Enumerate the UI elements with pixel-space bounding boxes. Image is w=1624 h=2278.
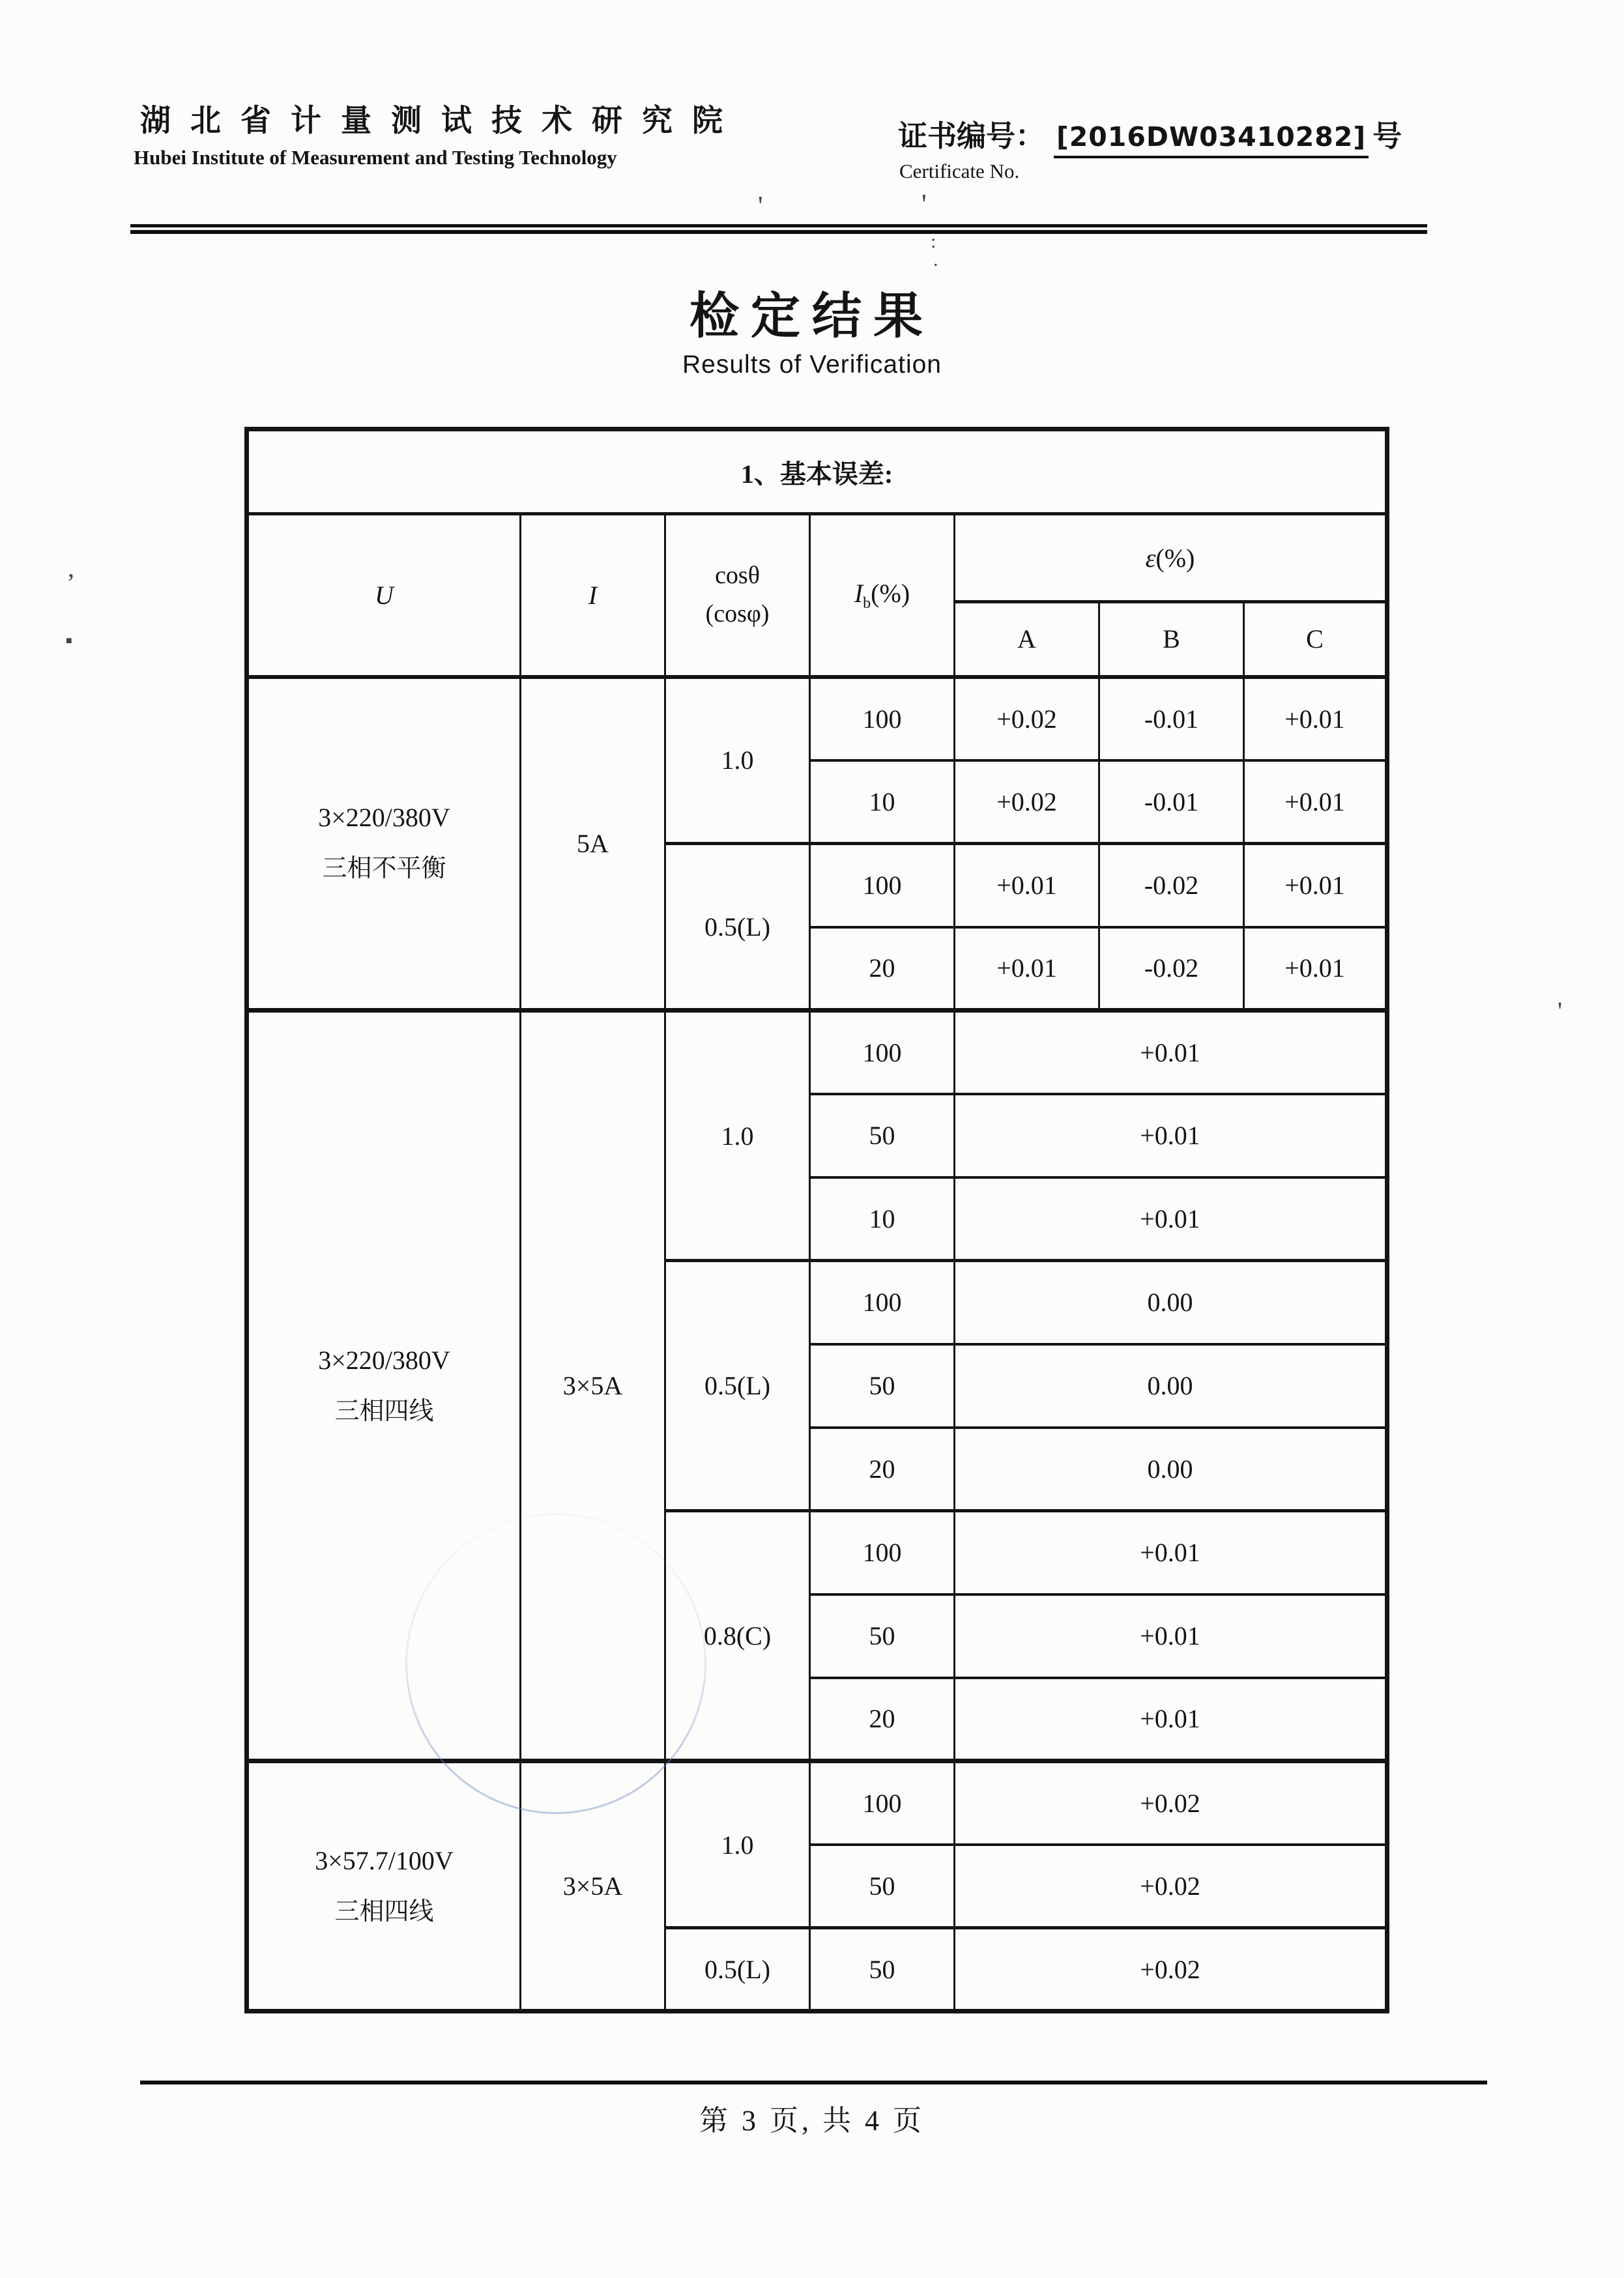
scan-noise-mark: ,: [68, 553, 74, 583]
results-table: [244, 427, 1389, 2013]
header-divider-line-bottom: [130, 230, 1427, 234]
cell-error-b: -0.01: [1099, 677, 1244, 760]
cell-ib: 50: [810, 1094, 955, 1177]
cell-error-abc: +0.02: [955, 1928, 1387, 2011]
cell-error-a: +0.01: [955, 927, 1099, 1011]
cell-error-abc: +0.01: [955, 1177, 1387, 1261]
cell-error-abc: +0.02: [955, 1761, 1387, 1845]
footer-divider-line: [140, 2081, 1487, 2084]
cell-error-b: -0.02: [1099, 844, 1244, 927]
certificate-number-label-en: Certificate No.: [899, 160, 1020, 182]
scan-noise-mark: :: [931, 231, 936, 252]
cell-ib: 50: [810, 1594, 955, 1678]
cell-ib: 100: [810, 1011, 955, 1094]
header-divider-line-top: [130, 224, 1427, 227]
scan-noise-mark: ': [758, 192, 763, 222]
column-header-cos: cosθ (cosφ): [665, 514, 810, 677]
cell-cos: 1.0: [665, 677, 810, 844]
cell-error-a: +0.02: [955, 760, 1099, 844]
column-header-ib: $I_b(\%)$: [810, 514, 955, 677]
cell-ib: 10: [810, 1177, 955, 1261]
cell-ib: 10: [810, 760, 955, 844]
cell-current-section-2: 3×5A: [521, 1011, 665, 1761]
cell-error-c: +0.01: [1244, 760, 1387, 844]
scan-noise-mark: .: [933, 249, 938, 270]
column-header-epsilon: ε(%): [955, 514, 1387, 602]
cell-voltage-section-3: 3×57.7/100V 三相四线: [247, 1761, 521, 2011]
cell-error-b: -0.02: [1099, 927, 1244, 1011]
page-number: 第 3 页, 共 4 页: [699, 2105, 925, 2137]
cell-error-abc: +0.01: [955, 1011, 1387, 1094]
cell-error-c: +0.01: [1244, 677, 1387, 760]
certificate-number-line: [898, 112, 1402, 158]
cell-ib: 100: [810, 1761, 955, 1845]
table-section-label: 1、基本误差:: [247, 429, 1387, 514]
column-header-i: I: [521, 514, 665, 677]
cell-cos: 1.0: [665, 1761, 810, 1928]
pen-mark-circle: [405, 1513, 706, 1814]
page-title-cn: 检定结果: [689, 289, 935, 344]
org-name-en: Hubei Institute of Measurement and Testing Technology: [134, 146, 617, 169]
certificate-number-suffix: 号: [1372, 119, 1402, 152]
cell-voltage-section-1: 3×220/380V 三相不平衡: [247, 677, 521, 1011]
cell-error-a: +0.01: [955, 844, 1099, 927]
column-header-phase-b: B: [1099, 602, 1244, 677]
certificate-number-value: [2016DW03410282]: [1054, 121, 1369, 158]
column-header-phase-a: A: [955, 602, 1099, 677]
scan-noise-mark: ■: [66, 635, 72, 646]
cell-ib: 50: [810, 1928, 955, 2011]
table-row: [247, 677, 1387, 760]
cell-ib: 100: [810, 844, 955, 927]
cell-error-a: +0.02: [955, 677, 1099, 760]
cell-ib: 20: [810, 927, 955, 1011]
cell-error-abc: 0.00: [955, 1344, 1387, 1428]
cell-error-abc: +0.01: [955, 1511, 1387, 1594]
cell-error-abc: +0.01: [955, 1678, 1387, 1761]
page-title-en: Results of Verification: [682, 351, 942, 379]
cell-current-section-1: 5A: [521, 677, 665, 1011]
cell-ib: 100: [810, 677, 955, 760]
cell-cos: 0.8(C): [665, 1511, 810, 1761]
cell-error-c: +0.01: [1244, 844, 1387, 927]
cell-ib: 20: [810, 1428, 955, 1511]
cell-error-c: +0.01: [1244, 927, 1387, 1011]
scan-noise-mark: ': [1558, 996, 1563, 1026]
column-header-phase-c: C: [1244, 602, 1387, 677]
cell-voltage-section-2: 3×220/380V 三相四线: [247, 1011, 521, 1761]
cell-cos: 0.5(L): [665, 1928, 810, 2011]
cell-ib: 50: [810, 1344, 955, 1428]
scan-noise-mark: ': [921, 188, 927, 220]
cell-cos: 1.0: [665, 1011, 810, 1261]
table-row: [247, 1011, 1387, 1094]
cell-error-abc: 0.00: [955, 1428, 1387, 1511]
cell-error-abc: +0.02: [955, 1845, 1387, 1928]
cell-ib: 100: [810, 1261, 955, 1344]
cell-ib: 100: [810, 1511, 955, 1594]
cell-error-b: -0.01: [1099, 760, 1244, 844]
certificate-number-label-cn: 证书编号：: [898, 119, 1045, 152]
cell-error-abc: +0.01: [955, 1594, 1387, 1678]
cell-current-section-3: 3×5A: [521, 1761, 665, 2011]
cell-error-abc: 0.00: [955, 1261, 1387, 1344]
cell-ib: 20: [810, 1678, 955, 1761]
cell-ib: 50: [810, 1845, 955, 1928]
cell-error-abc: +0.01: [955, 1094, 1387, 1177]
table-row: [247, 1761, 1387, 1845]
column-header-u: U: [247, 514, 521, 677]
cell-cos: 0.5(L): [665, 1261, 810, 1511]
org-name-cn: 湖北省计量测试技术研究院: [140, 103, 742, 137]
cell-cos: 0.5(L): [665, 844, 810, 1011]
